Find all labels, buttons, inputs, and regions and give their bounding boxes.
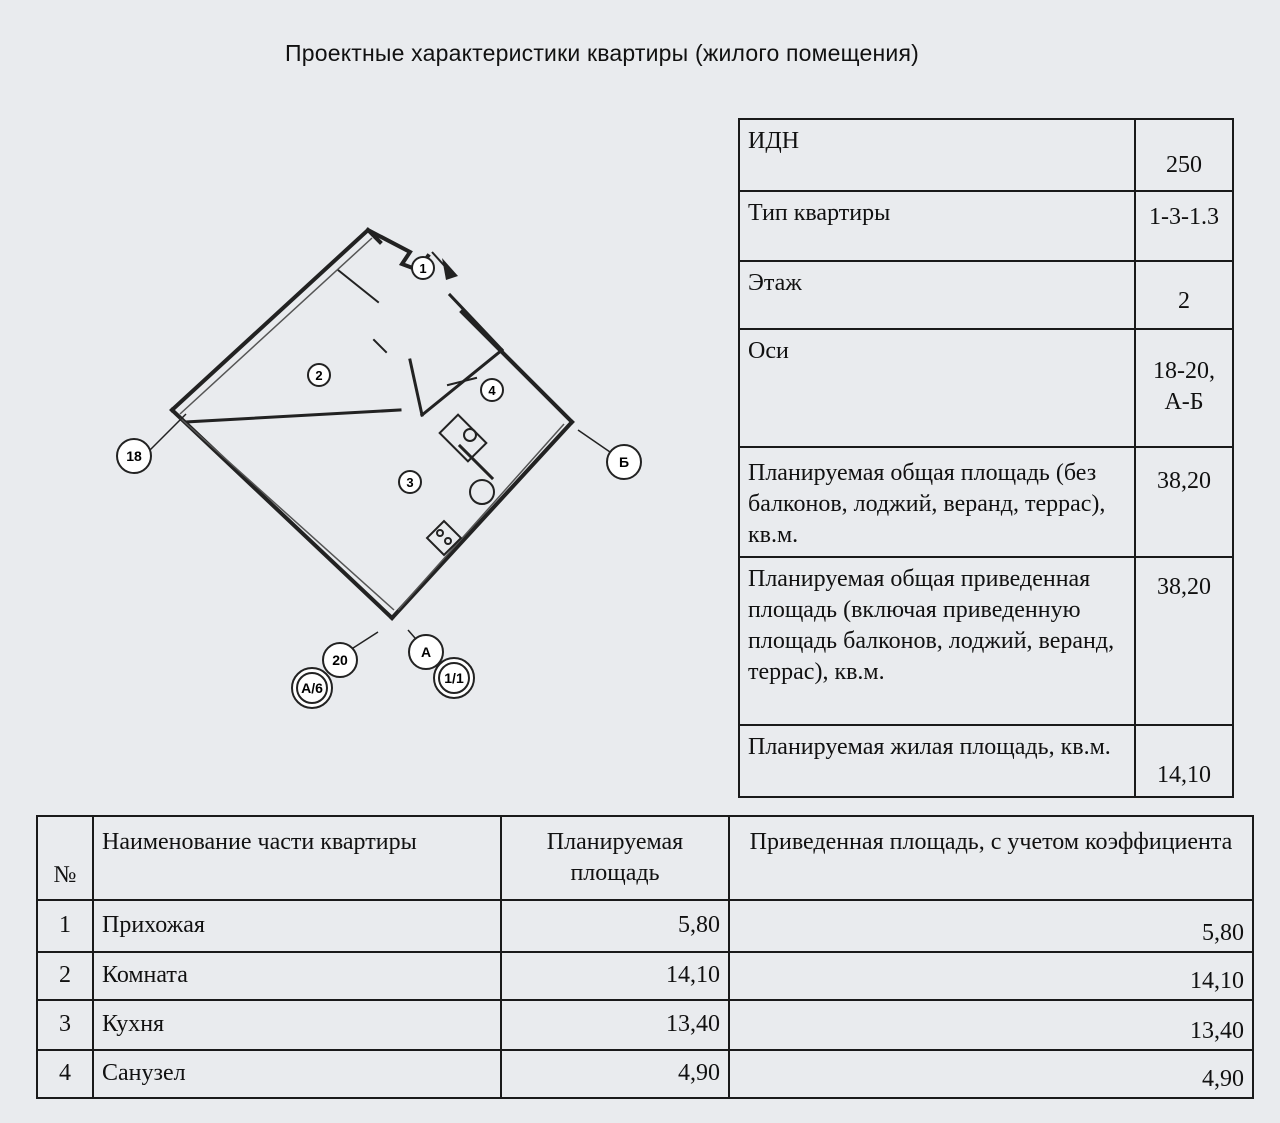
floor-plan bbox=[110, 200, 670, 730]
char-label: ИДН bbox=[739, 119, 1135, 191]
table-row bbox=[37, 952, 1253, 1000]
plan-wall-outer bbox=[172, 230, 380, 410]
sheet-mark-a6: А/6 bbox=[301, 680, 323, 696]
header-planned: Планируемая площадь bbox=[501, 816, 729, 900]
table-row bbox=[37, 1050, 1253, 1098]
row-planned: 4,90 bbox=[501, 1050, 729, 1098]
room-label-4: 4 bbox=[488, 383, 496, 398]
char-value-line: 18-20, bbox=[1153, 358, 1215, 384]
row-planned: 13,40 bbox=[501, 1000, 729, 1050]
sink bbox=[464, 429, 476, 441]
char-value-line: А-Б bbox=[1164, 389, 1204, 416]
row-num: 4 bbox=[37, 1050, 93, 1098]
plan-wall-outer bbox=[392, 422, 572, 618]
plan-wall-outer bbox=[462, 312, 572, 422]
row-planned: 5,80 bbox=[501, 900, 729, 952]
plan-wall-inner bbox=[450, 295, 502, 350]
char-label: Планируемая общая площадь (без балконов, лоджий, веранд, террас), кв.м. bbox=[739, 447, 1135, 557]
char-value: 2 bbox=[1178, 288, 1190, 314]
table-row bbox=[37, 1000, 1253, 1050]
char-value: 38,20 bbox=[1157, 573, 1211, 600]
row-name: Комната bbox=[93, 952, 501, 1000]
axis-label-18: 18 bbox=[126, 448, 142, 464]
char-row-axes bbox=[739, 329, 1233, 447]
rooms-table-header bbox=[37, 816, 1253, 900]
row-num: 1 bbox=[37, 900, 93, 952]
char-label: Оси bbox=[739, 329, 1135, 447]
header-num: № bbox=[37, 816, 93, 900]
characteristics-table bbox=[738, 118, 1234, 798]
row-reduced: 5,80 bbox=[729, 900, 1253, 952]
header-name: Наименование части квартиры bbox=[93, 816, 501, 900]
char-row-reduced-area bbox=[739, 557, 1233, 725]
char-value: 38,20 bbox=[1157, 468, 1211, 494]
bathtub bbox=[440, 415, 487, 462]
page-title: Проектные характеристики квартиры (жилого помещения) bbox=[285, 40, 919, 66]
row-num: 2 bbox=[37, 952, 93, 1000]
room-label-2: 2 bbox=[315, 368, 323, 383]
char-value: 1-3-1.3 bbox=[1149, 204, 1219, 230]
char-row-type bbox=[739, 191, 1233, 261]
char-value: 14,10 bbox=[1157, 761, 1211, 788]
char-row-living-area bbox=[739, 725, 1233, 797]
plan-wall-inner bbox=[460, 446, 492, 478]
rooms-table bbox=[36, 815, 1254, 1099]
toilet bbox=[470, 480, 494, 504]
axis-label-b: Б bbox=[618, 454, 630, 470]
axis-label-a: А bbox=[420, 644, 432, 660]
row-name: Прихожая bbox=[93, 900, 501, 952]
row-name: Кухня bbox=[93, 1000, 501, 1050]
char-label: Этаж bbox=[739, 261, 1135, 329]
plan-door bbox=[374, 340, 386, 352]
header-reduced: Приведенная площадь, с учетом коэффициента bbox=[729, 816, 1253, 900]
row-reduced: 14,10 bbox=[729, 952, 1253, 1000]
char-row-floor bbox=[739, 261, 1233, 329]
row-reduced: 13,40 bbox=[729, 1000, 1253, 1050]
plan-wall-inner bbox=[185, 410, 400, 422]
row-planned: 14,10 bbox=[501, 952, 729, 1000]
row-reduced: 4,90 bbox=[729, 1050, 1253, 1098]
room-label-1: 1 bbox=[419, 261, 427, 276]
char-label: Тип квартиры bbox=[739, 191, 1135, 261]
room-label-3: 3 bbox=[406, 475, 414, 490]
char-row-idn bbox=[739, 119, 1233, 191]
entrance-arrow-icon bbox=[442, 258, 458, 280]
plan-door bbox=[338, 270, 378, 302]
sheet-mark-1-1: 1/1 bbox=[444, 670, 464, 686]
axis-label-20: 20 bbox=[332, 652, 348, 668]
char-row-total-area bbox=[739, 447, 1233, 557]
table-row bbox=[37, 900, 1253, 952]
row-num: 3 bbox=[37, 1000, 93, 1050]
row-name: Санузел bbox=[93, 1050, 501, 1098]
char-value: 250 bbox=[1166, 152, 1202, 178]
char-label: Планируемая общая приведенная площадь (включая приведенную площадь балконов, лоджий, веранд, террас), кв.м. bbox=[739, 557, 1135, 725]
plan-wall-inner bbox=[410, 360, 422, 415]
char-label: Планируемая жилая площадь, кв.м. bbox=[739, 725, 1135, 797]
